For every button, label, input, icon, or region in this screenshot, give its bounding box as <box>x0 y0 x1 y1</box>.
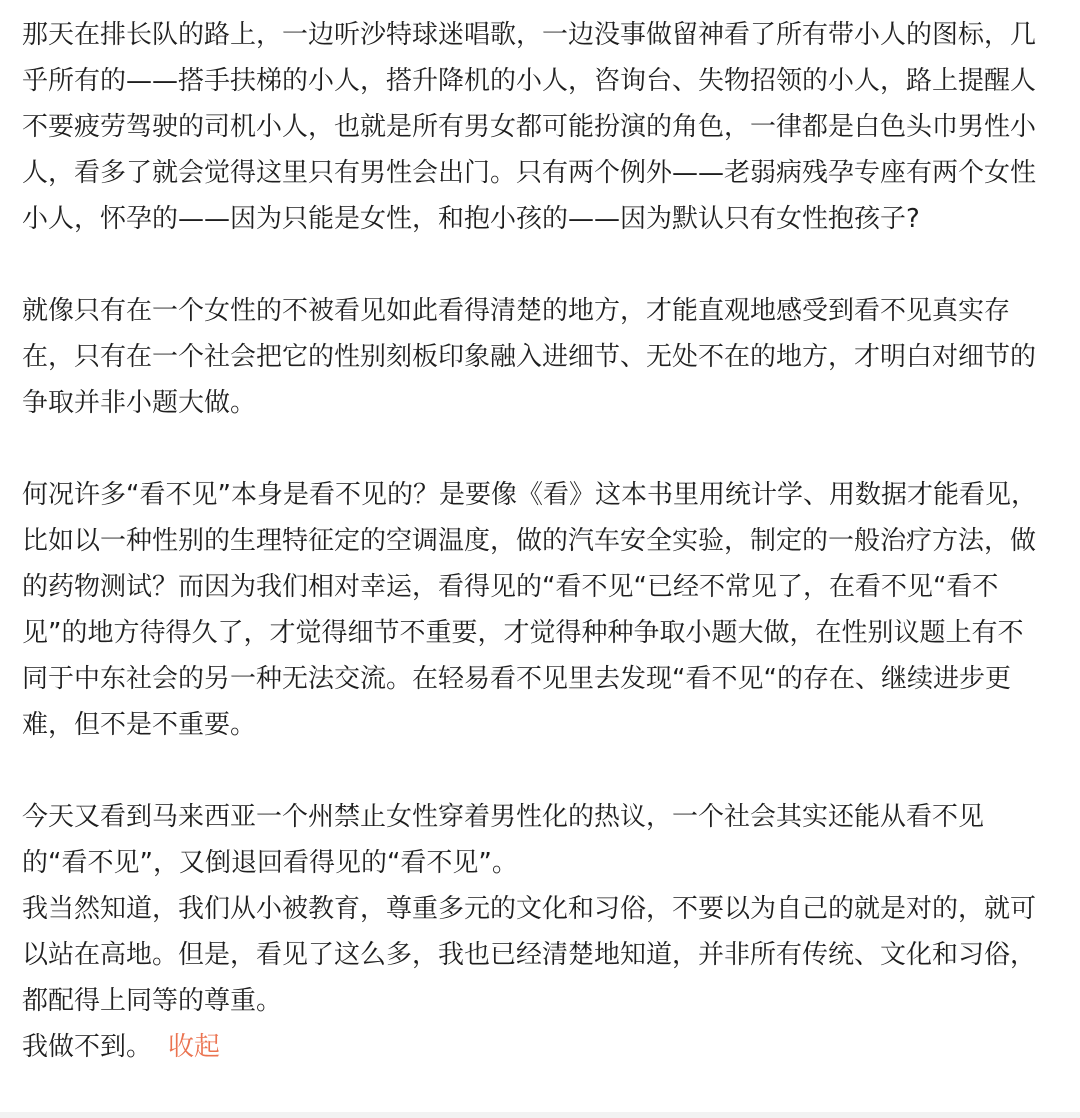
paragraph-3: 何况许多“看不见”本身是看不见的？是要像《看》这本书里用统计学、用数据才能看见，比如以一种性别的生理特征定的空调温度，做的汽车安全实验，制定的一般治疗方法，做的药物测试？而因为我们相对幸运，看得见的“看不见“已经不常见了，在看不见“看不见”的地方待得久了，才觉得细节不重要，才觉得种种争取小题大做，在性别议题上有不同于中东社会的另一种无法交流。在轻易看不见里去发现“看不见“的存在、继续进步更难，但不是不重要。 <box>22 480 1037 740</box>
bottom-divider <box>0 1112 1080 1118</box>
closing-text: 我做不到。 <box>22 1032 153 1062</box>
paragraph-4: 今天又看到马来西亚一个州禁止女性穿着男性化的热议，一个社会其实还能从看不见的“看不见”，又倒退回看得见的“看不见”。 <box>22 802 985 878</box>
paragraph-gap <box>22 748 1042 794</box>
paragraph-5: 我当然知道，我们从小被教育，尊重多元的文化和习俗，不要以为自己的就是对的，就可以站在高地。但是，看见了这么多，我也已经清楚地知道，并非所有传统、文化和习俗，都配得上同等的尊重。 <box>22 894 1037 1016</box>
paragraph-1: 那天在排长队的路上，一边听沙特球迷唱歌，一边没事做留神看了所有带小人的图标，几乎所有的——搭手扶梯的小人，搭升降机的小人，咨询台、失物招领的小人，路上提醒人不要疲劳驾驶的司机小人，也就是所有男女都可能扮演的角色，一律都是白色头巾男性小人，看多了就会觉得这里只有男性会出门。只有两个例外——老弱病残孕专座有两个女性小人，怀孕的——因为只能是女性，和抱小孩的——因为默认只有女性抱孩子? <box>22 20 1037 234</box>
closing-line <box>22 1024 1042 1070</box>
paragraph-2: 就像只有在一个女性的不被看见如此看得清楚的地方，才能直观地感受到看不见真实存在，只有在一个社会把它的性别刻板印象融入进细节、无处不在的地方，才明白对细节的争取并非小题大做。 <box>22 296 1037 418</box>
paragraph-gap <box>22 426 1042 472</box>
post-body <box>22 12 1042 1070</box>
paragraph-gap <box>22 242 1042 288</box>
collapse-link[interactable]: 收起 <box>168 1032 221 1062</box>
